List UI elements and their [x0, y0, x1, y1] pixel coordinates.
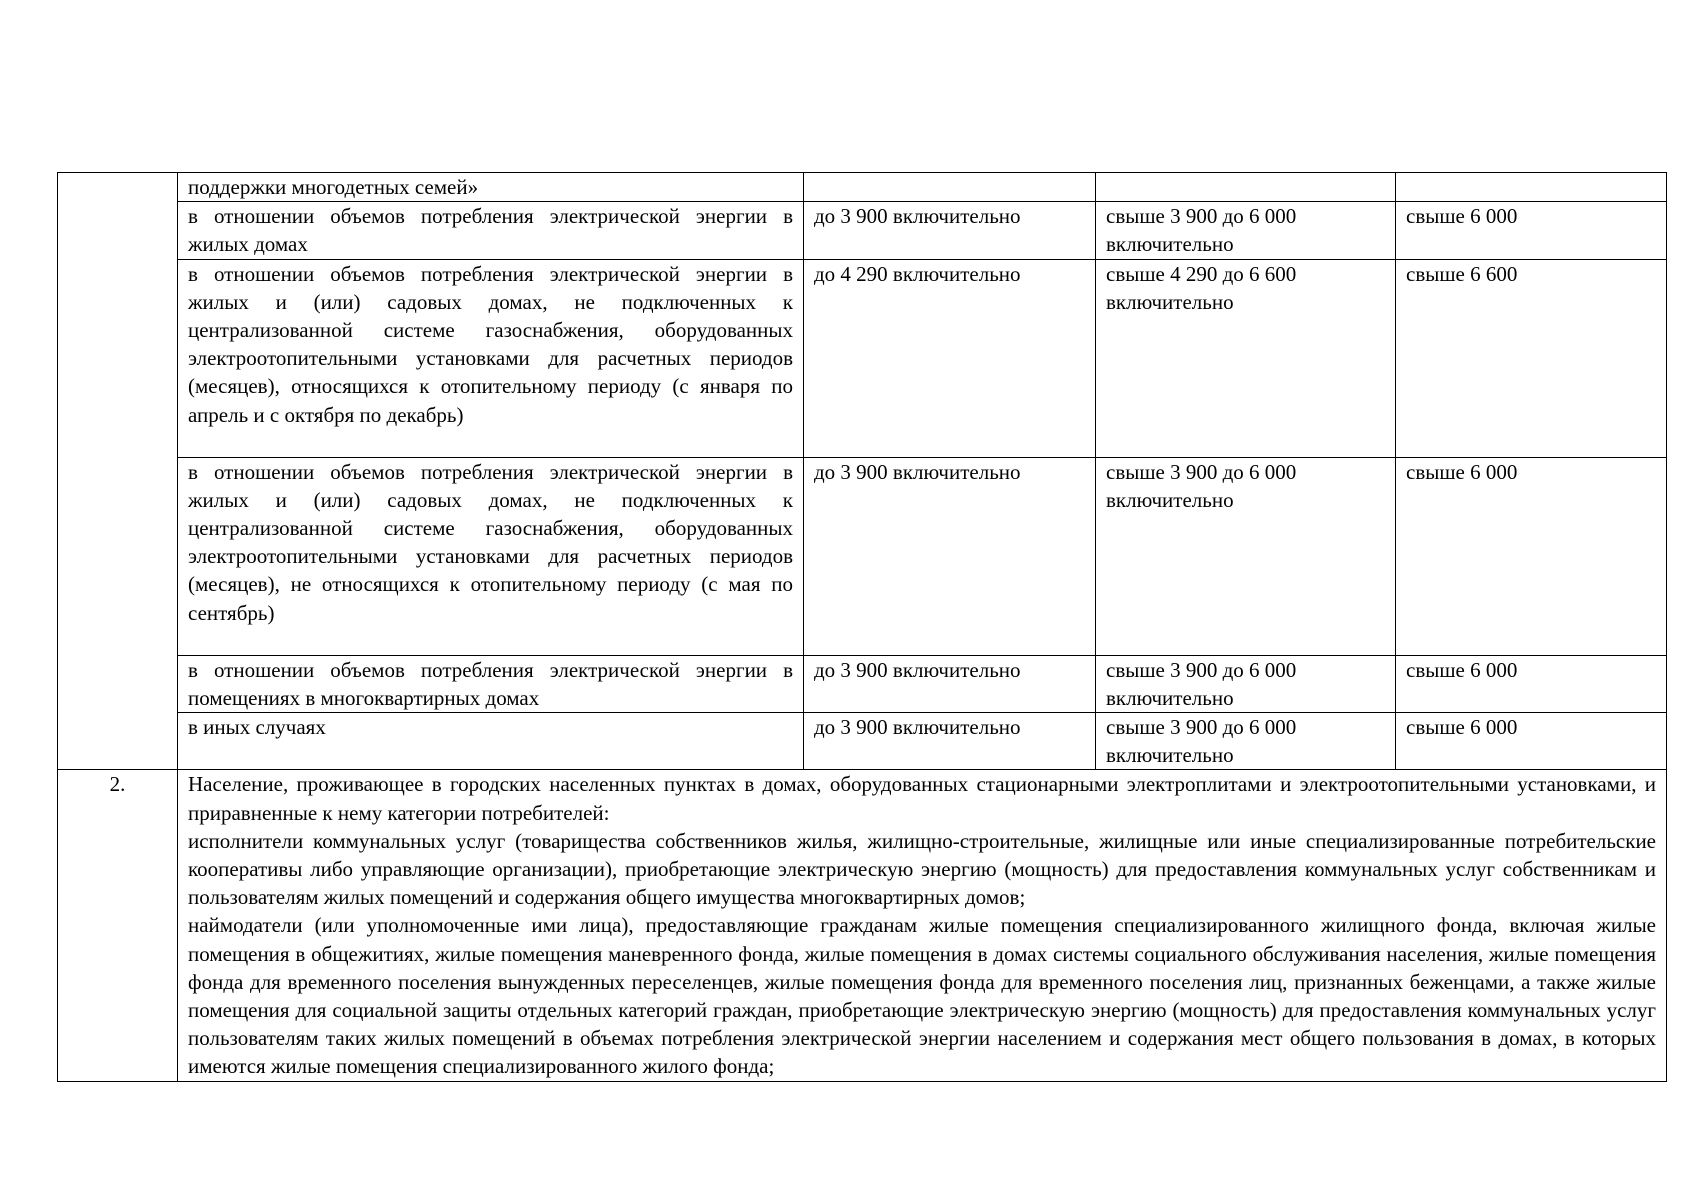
tariff-table: [57, 172, 1667, 1082]
range-low-cell: до 4 290 включительно: [804, 259, 1096, 457]
range-low-cell: до 3 900 включительно: [804, 655, 1096, 712]
row-number-cell: [58, 173, 178, 770]
range-mid-cell: [1096, 173, 1396, 202]
row-number-cell: 2.: [58, 770, 178, 1081]
table-row: [58, 202, 1667, 259]
section-2-description-cell: [178, 770, 1667, 1081]
table-row: [58, 173, 1667, 202]
description-cell: поддержки многодетных семей»: [178, 173, 804, 202]
range-high-cell: [1396, 173, 1667, 202]
section-2-paragraph: наймодатели (или уполномоченные ими лица), предоставляющие гражданам жилые помещения специализированного жилищного фонда, включая жилые помещения в общежитиях, жилые помещения маневренного фонда, жилые помещения в домах системы социального обслуживания населения, жилые помещения фонда для временного поселения вынужденных переселенцев, жилые помещения фонда для временного поселения лиц, признанных беженцами, а также жилые помещения для социальной защиты отдельных категорий граждан, приобретающие электрическую энергию (мощность) для предоставления коммунальных услуг пользователям таких жилых помещений в объемах потребления электрической энергии населением и содержания мест общего пользования в домах, в которых имеются жилые помещения специализированного жилого фонда;: [188, 913, 1656, 1079]
range-low-cell: до 3 900 включительно: [804, 457, 1096, 655]
range-low-cell: до 3 900 включительно: [804, 202, 1096, 259]
description-cell: в отношении объемов потребления электрической энергии в жилых и (или) садовых домах, не подключенных к централизованной системе газоснабжения, оборудованных электроотопительными установками для расчетных периодов (месяцев), не относящихся к отопительному периоду (с мая по сентябрь): [178, 457, 804, 655]
description-cell: в отношении объемов потребления электрической энергии в помещениях в многоквартирных домах: [178, 655, 804, 712]
section-2-paragraph: исполнители коммунальных услуг (товарищества собственников жилья, жилищно-строительные, жилищные или иные специализированные потребительские кооперативы либо управляющие организации), приобретающие электрическую энергию (мощность) для предоставления коммунальных услуг собственникам и пользователям жилых помещений и содержания общего имущества многоквартирных домов;: [188, 828, 1656, 910]
range-high-cell: свыше 6 000: [1396, 202, 1667, 259]
range-low-cell: [804, 173, 1096, 202]
range-mid-cell: свыше 3 900 до 6 000 включительно: [1096, 202, 1396, 259]
description-cell: в отношении объемов потребления электрической энергии в жилых и (или) садовых домах, не подключенных к централизованной системе газоснабжения, оборудованных электроотопительными установками для расчетных периодов (месяцев), относящихся к отопительному периоду (с января по апрель и с октября по декабрь): [178, 259, 804, 457]
table-row-section-2: [58, 770, 1667, 1081]
range-high-cell: свыше 6 000: [1396, 457, 1667, 655]
range-high-cell: свыше 6 600: [1396, 259, 1667, 457]
range-mid-cell: свыше 3 900 до 6 000 включительно: [1096, 713, 1396, 770]
table-row: [58, 457, 1667, 655]
range-mid-cell: свыше 3 900 до 6 000 включительно: [1096, 457, 1396, 655]
range-high-cell: свыше 6 000: [1396, 655, 1667, 712]
table-row: [58, 655, 1667, 712]
table-row: [58, 713, 1667, 770]
section-2-paragraph: Население, проживающее в городских населенных пунктах в домах, оборудованных стационарными электроплитами и электроотопительными установками, и приравненные к нему категории потребителей:: [188, 772, 1656, 825]
range-mid-cell: свыше 3 900 до 6 000 включительно: [1096, 655, 1396, 712]
description-cell: в отношении объемов потребления электрической энергии в жилых домах: [178, 202, 804, 259]
description-cell: в иных случаях: [178, 713, 804, 770]
range-low-cell: до 3 900 включительно: [804, 713, 1096, 770]
table-row: [58, 259, 1667, 457]
range-high-cell: свыше 6 000: [1396, 713, 1667, 770]
range-mid-cell: свыше 4 290 до 6 600 включительно: [1096, 259, 1396, 457]
